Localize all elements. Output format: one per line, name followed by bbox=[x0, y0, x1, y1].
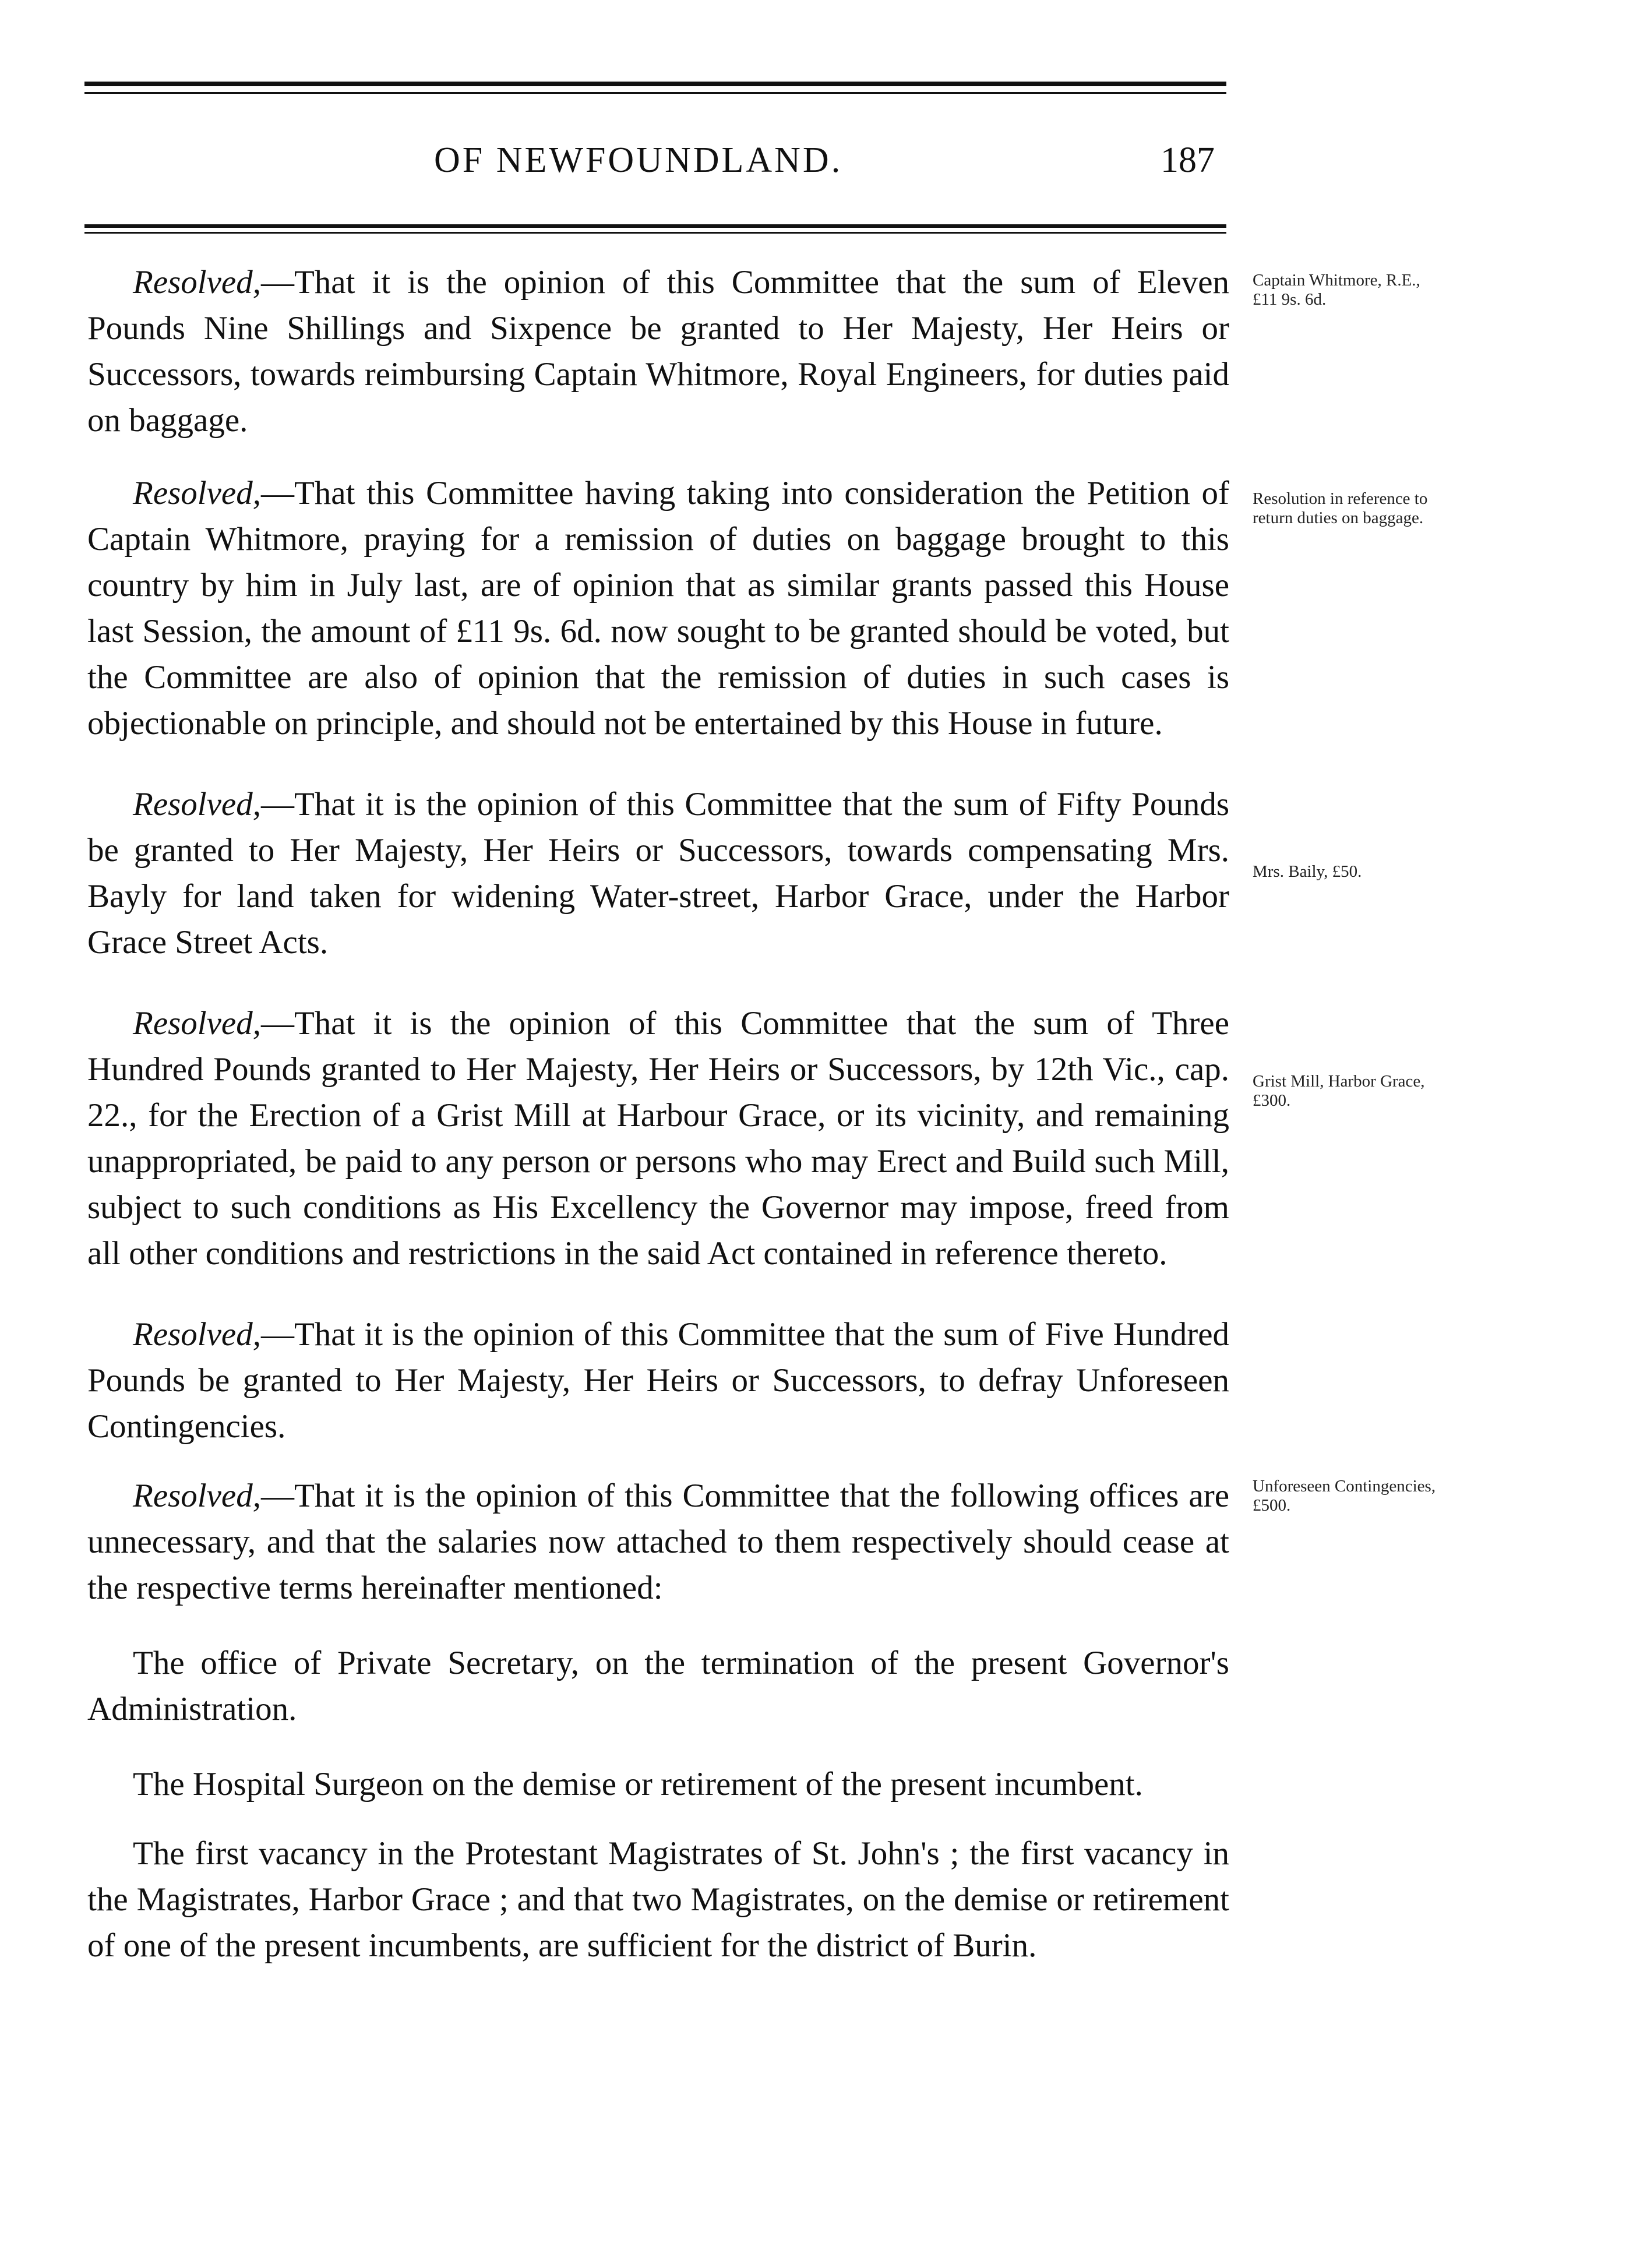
paragraph-resolution-bayly bbox=[87, 781, 1229, 965]
page-number: 187 bbox=[1161, 140, 1215, 180]
paragraph-text: The office of Private Secretary, on the termination of the present Governor's Administration. bbox=[87, 1645, 1229, 1727]
paragraph-resolution-contingencies bbox=[87, 1311, 1229, 1449]
margin-note-line: Resolution in reference to bbox=[1253, 489, 1428, 508]
paragraph-text: —That it is the opinion of this Committee that the sum of Three Hundred Pounds granted to Her Majesty, Her Heirs or Successors, by 12th Vic., cap. 22., for the Erection of a Grist Mill at Harbour Grace, or its vicinity, and remaining unappropriated, be paid to any person or persons who may Erect and Build such Mill, subject to such conditions as His Excellency the Governor may impose, freed from all other conditions and restrictions in the said Act contained in reference thereto. bbox=[87, 1005, 1229, 1272]
paragraph-magistrates bbox=[87, 1830, 1229, 1969]
paragraph-private-secretary bbox=[87, 1640, 1229, 1732]
margin-note-line: Captain Whitmore, R.E., bbox=[1253, 271, 1420, 290]
body-text bbox=[87, 259, 1229, 1969]
margin-note-line: return duties on baggage. bbox=[1253, 509, 1424, 527]
paragraph-text: —That this Committee having taking into consideration the Petition of Captain Whitmore, praying for a remission of duties on baggage brought to this country by him in July last, are of opinion that as similar grants passed this House last Session, the amount of £11 9s. 6d. now sought to be granted should be voted, but the Committee are also of opinion that the remission of duties in such cases is objectionable on principle, and should not be entertained by this House in future. bbox=[87, 475, 1229, 742]
resolved-lead: Resolved, bbox=[133, 786, 261, 823]
margin-note-whitmore bbox=[1253, 271, 1420, 309]
margin-note-line: Mrs. Baily, £50. bbox=[1253, 862, 1362, 881]
margin-note-contingencies bbox=[1253, 1477, 1436, 1515]
header-rule-thick bbox=[84, 224, 1226, 228]
paragraph-resolution-duties-baggage bbox=[87, 470, 1229, 746]
margin-note-line: Unforeseen Contingencies, bbox=[1253, 1477, 1436, 1495]
margin-note-grist-mill bbox=[1253, 1072, 1425, 1110]
running-head: OF NEWFOUNDLAND. bbox=[434, 140, 843, 180]
header-rule-thin bbox=[84, 232, 1226, 234]
resolved-lead: Resolved, bbox=[133, 1005, 261, 1042]
margin-note-baily bbox=[1253, 862, 1362, 881]
margin-note-line: £300. bbox=[1253, 1091, 1291, 1110]
paragraph-text: —That it is the opinion of this Committee that the sum of Five Hundred Pounds be granted to Her Majesty, Her Heirs or Successors, to defray Unforeseen Contingencies. bbox=[87, 1316, 1229, 1445]
paragraph-resolution-whitmore-grant bbox=[87, 259, 1229, 443]
paragraph-text: The Hospital Surgeon on the demise or retirement of the present incumbent. bbox=[133, 1766, 1143, 1803]
paragraph-text: The first vacancy in the Protestant Magistrates of St. John's ; the first vacancy in the Magistrates, Harbor Grace ; and that two Magistrates, on the demise or retirement of one of the present incumbents, are sufficient for the district of Burin. bbox=[87, 1835, 1229, 1964]
resolved-lead: Resolved, bbox=[133, 1316, 261, 1353]
paragraph-text: —That it is the opinion of this Committee that the following offices are unnecessary, and that the salaries now attached to them respectively should cease at the respective terms hereinafter mentioned: bbox=[87, 1477, 1229, 1606]
margin-note-resolution-baggage bbox=[1253, 489, 1427, 528]
margin-note-line: £11 9s. 6d. bbox=[1253, 290, 1327, 309]
paragraph-hospital-surgeon bbox=[87, 1761, 1229, 1807]
paragraph-text: —That it is the opinion of this Committee that the sum of Fifty Pounds be granted to Her Majesty, Her Heirs or Successors, towards compensating Mrs. Bayly for land taken for widening Water-street, Harbor Grace, under the Harbor Grace Street Acts. bbox=[87, 786, 1229, 961]
page-header bbox=[84, 140, 1226, 192]
paragraph-resolution-grist-mill bbox=[87, 1000, 1229, 1276]
paragraph-text: —That it is the opinion of this Committee that the sum of Eleven Pounds Nine Shillings and Sixpence be granted to Her Majesty, Her Heirs or Successors, towards reimbursing Captain Whitmore, Royal Engineers, for duties paid on baggage. bbox=[87, 264, 1229, 439]
resolved-lead: Resolved, bbox=[133, 264, 261, 301]
margin-note-line: Grist Mill, Harbor Grace, bbox=[1253, 1072, 1425, 1091]
top-rule-thin bbox=[84, 92, 1226, 94]
top-rule-thick bbox=[84, 82, 1226, 86]
resolved-lead: Resolved, bbox=[133, 1477, 261, 1514]
margin-note-line: £500. bbox=[1253, 1496, 1291, 1515]
resolved-lead: Resolved, bbox=[133, 475, 261, 512]
paragraph-resolution-offices bbox=[87, 1473, 1229, 1611]
